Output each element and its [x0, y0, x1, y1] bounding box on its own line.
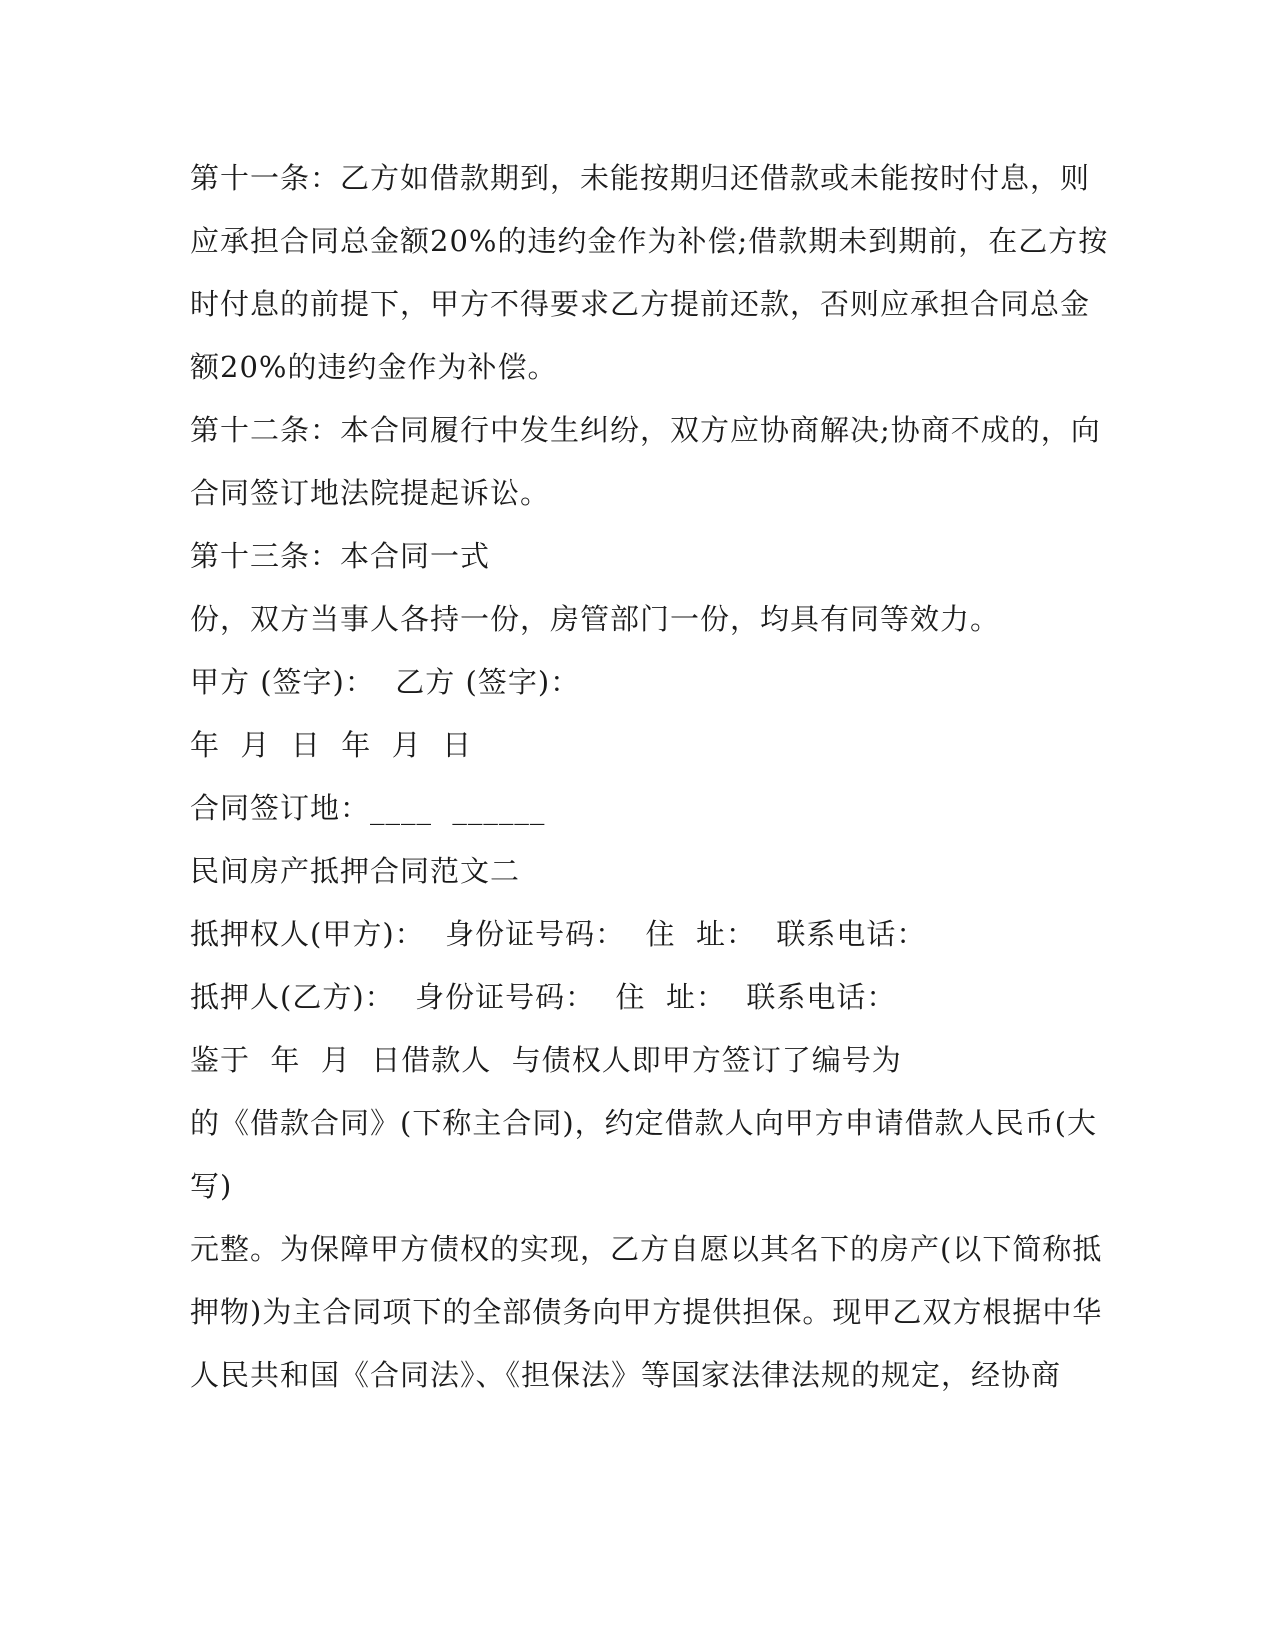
date-line: 年 月 日 年 月 日	[190, 728, 473, 762]
signature-line: 甲方 (签字)： 乙方 (签字)：	[190, 665, 581, 699]
text-line: 第十二条：本合同履行中发生纠纷，双方应协商解决;协商不成的，向	[190, 413, 1101, 447]
mortgagee-info-line: 抵押权人(甲方)： 身份证号码： 住 址： 联系电话：	[190, 917, 927, 951]
text-line: 第十三条：本合同一式	[190, 539, 491, 573]
signing-place-line: 合同签订地：____ ______	[190, 791, 546, 825]
text-line: 人民共和国《合同法》、《担保法》等国家法律法规的规定，经协商	[190, 1358, 1062, 1392]
text-line: 押物)为主合同项下的全部债务向甲方提供担保。现甲乙双方根据中华	[190, 1295, 1103, 1329]
text-line: 应承担合同总金额20%的违约金作为补偿;借款期未到期前，在乙方按	[190, 224, 1109, 258]
text-line: 时付息的前提下，甲方不得要求乙方提前还款，否则应承担合同总金	[190, 287, 1091, 321]
text-line: 元整。为保障甲方债权的实现，乙方自愿以其名下的房产(以下简称抵	[190, 1232, 1103, 1266]
text-line: 鉴于 年 月 日借款人 与债权人即甲方签订了编号为	[190, 1043, 902, 1077]
section-title: 民间房产抵押合同范文二	[190, 854, 521, 888]
text-line: 合同签订地法院提起诉讼。	[190, 476, 551, 510]
text-line: 份，双方当事人各持一份，房管部门一份，均具有同等效力。	[190, 602, 1001, 636]
text-line: 第十一条：乙方如借款期到，未能按期归还借款或未能按时付息，则	[190, 161, 1091, 195]
text-line: 额20%的违约金作为补偿。	[190, 350, 558, 384]
text-line: 的《借款合同》(下称主合同)，约定借款人向甲方申请借款人民币(大	[190, 1106, 1097, 1140]
mortgagor-info-line: 抵押人(乙方)： 身份证号码： 住 址： 联系电话：	[190, 980, 897, 1014]
text-line: 写)	[190, 1169, 233, 1203]
